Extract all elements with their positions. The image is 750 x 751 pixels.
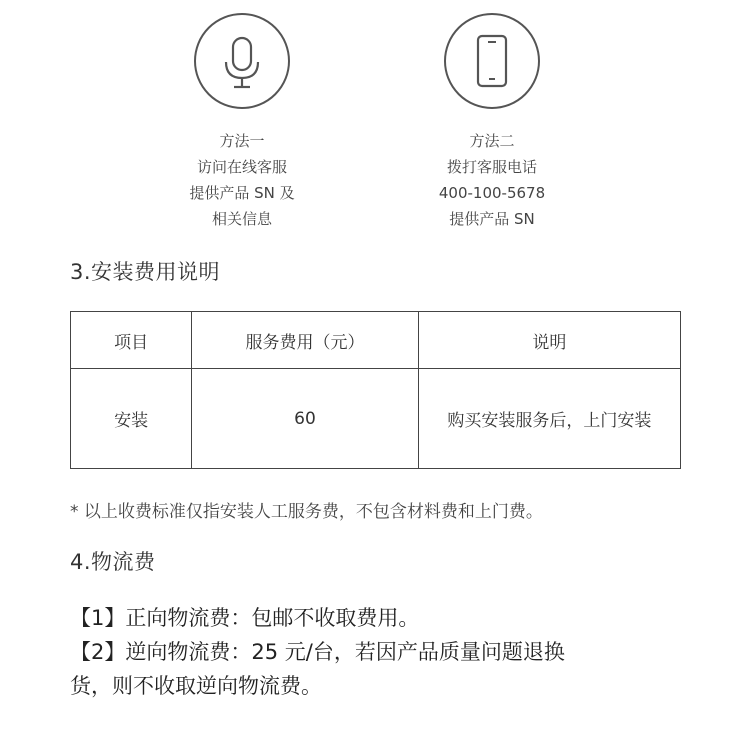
table-cell-description: 购买安装服务后，上门安装 [418, 369, 680, 469]
method-two-line: 拨打客服电话 [446, 158, 537, 176]
method-two-title: 方法二 [469, 132, 515, 150]
logistics-item-continuation: 货，则不收取逆向物流费。 [70, 674, 322, 698]
method-one-line: 提供产品 SN 及 [189, 184, 295, 202]
mobile-phone-icon [443, 12, 541, 110]
microphone-icon [193, 12, 291, 110]
method-two-phone: 400-100-5678 [438, 184, 546, 202]
table-header-cell: 说明 [418, 312, 680, 369]
install-section-title: 3.安装费用说明 [70, 260, 221, 284]
method-one-line: 访问在线客服 [196, 158, 287, 176]
method-two [392, 12, 592, 232]
method-two-line: 提供产品 SN [449, 210, 535, 228]
logistics-list [70, 601, 670, 703]
fee-note: * 以上收费标准仅指安装人工服务费，不包含材料费和上门费。 [70, 502, 543, 522]
table-cell-fee: 60 [192, 369, 419, 469]
logistics-item: 【2】逆向物流费：25 元/台，若因产品质量问题退换 [70, 640, 565, 664]
logistics-item: 【1】正向物流费：包邮不收取费用。 [70, 606, 420, 630]
method-one [142, 12, 342, 232]
table-header-row [71, 312, 681, 369]
method-one-title: 方法一 [219, 132, 265, 150]
table-row [71, 369, 681, 469]
table-header-cell: 服务费用（元） [192, 312, 419, 369]
install-fee-table [70, 311, 681, 469]
method-one-line: 相关信息 [211, 210, 272, 228]
table-header-cell: 项目 [71, 312, 192, 369]
table-cell-item: 安装 [71, 369, 192, 469]
logistics-section-title: 4.物流费 [70, 550, 156, 574]
